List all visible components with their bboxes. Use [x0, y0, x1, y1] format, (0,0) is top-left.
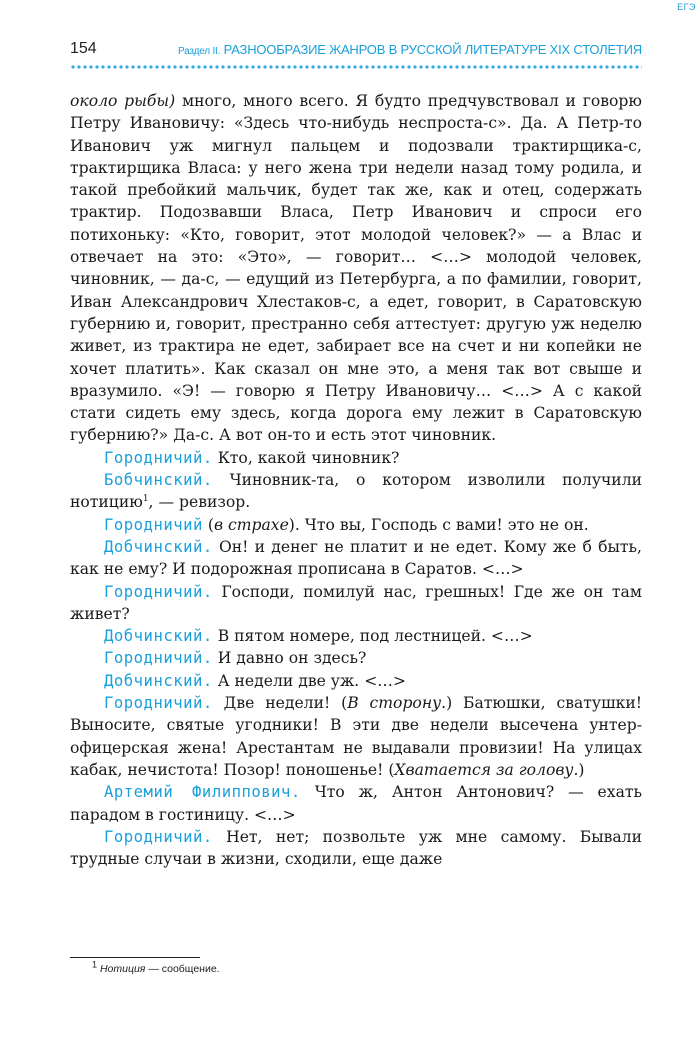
speaker-name: Добчинский. — [104, 537, 213, 556]
line-text: Господи, помилуй нас, грешных! Где же он там живет? — [70, 582, 642, 623]
dialogue-line — [70, 692, 642, 781]
footnote-definition: — сообщение. — [145, 963, 220, 975]
line-text: ( — [202, 515, 214, 534]
line-text: , — ревизор. — [148, 493, 251, 512]
speaker-name: Бобчинский. — [104, 471, 213, 490]
speaker-name: Городничий. — [104, 448, 213, 467]
stage-direction: в страхе — [213, 515, 289, 534]
dialogue-line — [70, 647, 642, 669]
paragraph — [70, 90, 642, 447]
line-text: Что ж, Антон Антонович? — ехать парадом в гостиницу. <…> — [70, 783, 642, 824]
speaker-name: Городничий. — [104, 649, 213, 668]
line-text: ) Батюшки, сватушки! Выносите, святые угодники! В эти две недели высечена унтер-офицерская жена! Арестантам не выдавали провизии! На улицах кабак, нечистота! Позор! поношенье! ( — [70, 694, 642, 779]
line-text: ). Что вы, Господь с вами! это не он. — [288, 515, 589, 534]
line-text: Чиновник-та, о котором изволили получили нотицию — [70, 471, 642, 512]
speaker-name: Городничий — [104, 515, 203, 534]
dialogue-line — [70, 536, 642, 581]
section-prefix: Раздел II. — [178, 46, 221, 57]
dialogue-line — [70, 469, 642, 514]
speaker-name: Добчинский. — [104, 627, 213, 646]
italic-text: около рыбы) — [70, 92, 176, 110]
speaker-name: Городничий. — [104, 827, 213, 846]
running-title — [178, 42, 642, 57]
footnote-divider — [70, 957, 200, 958]
line-text: И давно он здесь? — [212, 649, 367, 668]
footnote — [92, 959, 220, 975]
footnote-ref[interactable]: 1 — [142, 494, 149, 505]
line-text: Он! и денег не платит и не едет. Кому же б быть, как не ему? И подорожная прописана в Саратов. <…> — [70, 537, 642, 579]
dialogue-line — [70, 581, 642, 626]
footnote-term: Нотиция — [99, 963, 146, 975]
dialogue-line — [70, 625, 642, 647]
line-text: ) — [578, 760, 585, 779]
speaker-name: Добчинский. — [104, 671, 213, 690]
page-body — [70, 90, 642, 870]
dialogue-line — [70, 781, 642, 826]
dialogue-line — [70, 670, 642, 692]
stage-direction: Хватается за голову. — [394, 760, 579, 779]
header-ornament — [70, 63, 642, 71]
page-header — [70, 40, 642, 60]
paragraph-text: много, много всего. Я будто предчувствовал и говорю Петру Ивановичу: «Здесь что-нибудь неспроста-с». Да. А Петр-то Иванович уж мигнул пальцем и подозвали трактирщика-с, трактирщика Власа: у него жена три недели назад тому родила, и такой пребойкий мальчик, будет так же, как и отец, содержать трактир. Подозвавши Власа, Петр Иванович и спроси его потихоньку: «Кто, говорит, этот молодой человек?» — а Влас и отвечает на это: «Это», — говорит… <…> молодой человек, чиновник, — да-с, — едущий из Петербурга, а по фамилии, говорит, Иван Александрович Хлестаков-с, а едет, говорит, в Саратовскую губернию и, говорит, престранно себя аттестует: другую уж неделю живет, из трактира не едет, забирает все на счет и ни копейки не хочет платить». Как сказал он мне это, а меня так вот свыше и вразумило. «Э! — говорю я Петру Ивановичу… <…> А с какой стати сидеть ему здесь, когда дорога ему лежит в Саратовскую губернию?» Да-с. А вот он-то и есть этот чиновник. — [70, 92, 642, 445]
line-text: Две недели! ( — [212, 694, 348, 713]
dialogue-line — [70, 447, 642, 469]
corner-mark: ЕГЭ — [677, 2, 696, 12]
speaker-name: Артемий Филиппович. — [104, 783, 301, 802]
page-number: 154 — [70, 40, 97, 57]
footnote-mark: 1 — [92, 959, 98, 970]
line-text: В пятом номере, под лестницей. <…> — [212, 627, 533, 646]
line-text: Кто, какой чиновник? — [212, 448, 400, 467]
dialogue-line — [70, 514, 642, 536]
line-text: Нет, нет; позвольте уж мне самому. Бывали трудные случаи в жизни, сходили, еще даже — [70, 827, 642, 869]
speaker-name: Городничий. — [104, 582, 213, 601]
dialogue-line — [70, 826, 642, 871]
speaker-name: Городничий. — [104, 694, 213, 713]
stage-direction: В сторону. — [347, 694, 447, 713]
line-text: А недели две уж. <…> — [212, 671, 406, 690]
section-title: РАЗНООБРАЗИЕ ЖАНРОВ В РУССКОЙ ЛИТЕРАТУРЕ XIX СТОЛЕТИЯ — [223, 42, 642, 57]
